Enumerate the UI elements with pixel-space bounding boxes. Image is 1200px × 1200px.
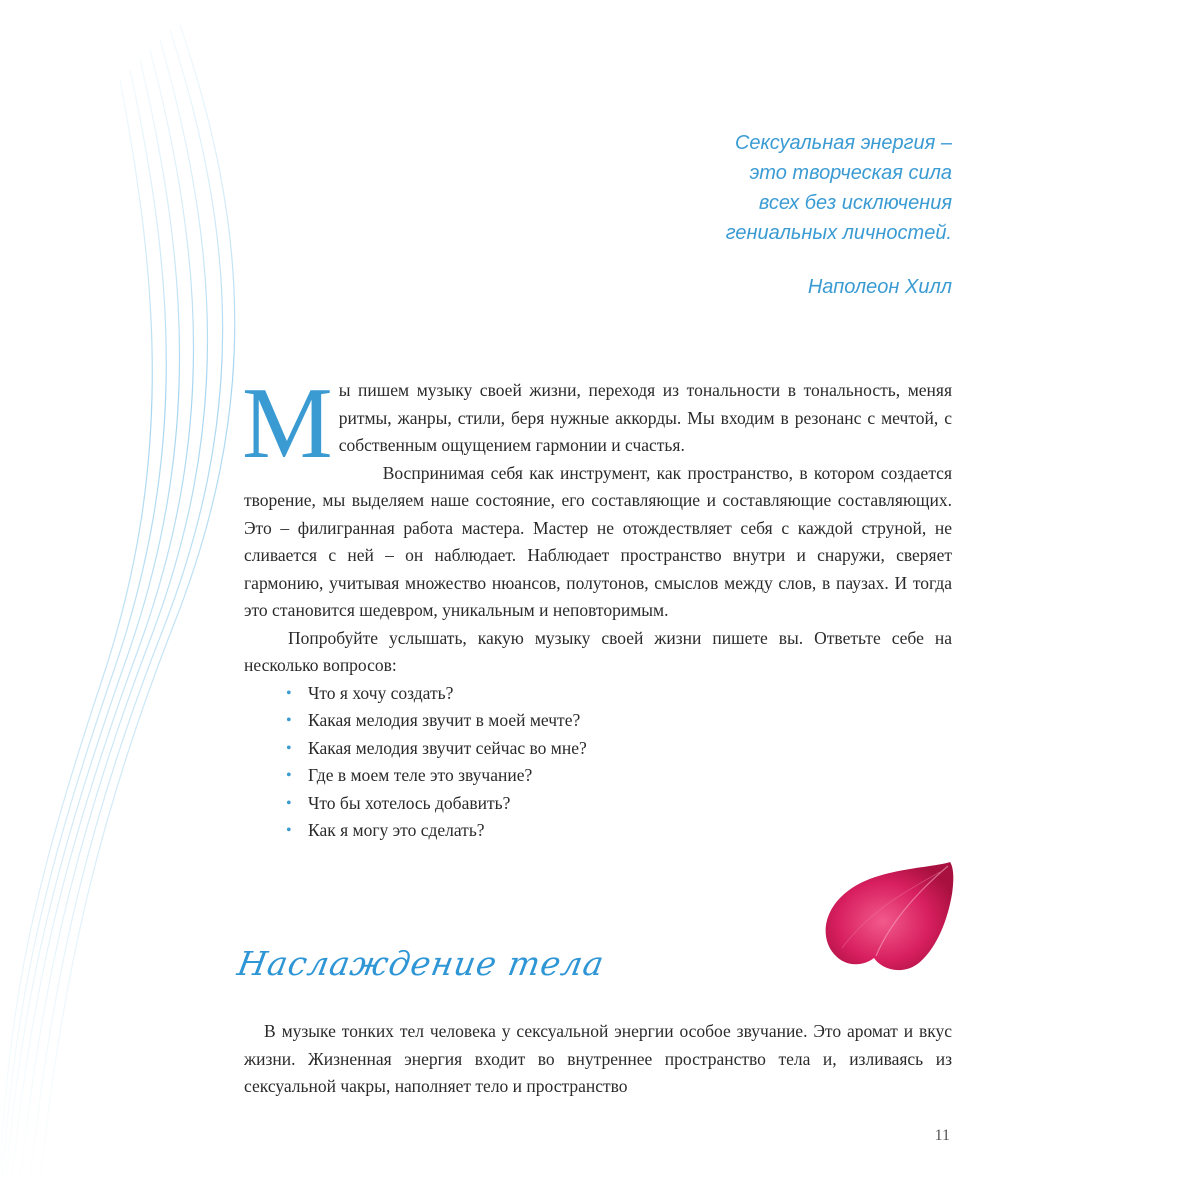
epigraph-line: Сексуальная энергия – — [734, 132, 952, 154]
epigraph — [726, 128, 952, 302]
list-item-text: Какая мелодия звучит сейчас во мне? — [308, 737, 587, 758]
list-item — [286, 735, 952, 763]
petal-illustration — [812, 858, 962, 978]
drop-cap: М — [242, 367, 333, 480]
paragraph: Воспринимая себя как инструмент, как пространство, в котором создается творение, мы выделяем наше состояние, его составляющие и составляющие составляющих. Это – филигранная работа мастера. Мастер не отождествляет себя с каждой струной, не сливается с ней – он наблюдает. Наблюдает пространство внутри и снаружи, сверяет гармонию, учитывая множество нюансов, полутонов, смыслов между слов, в паузах. И тогда это становится шедевром, уникальным и неповторимым. — [244, 462, 952, 620]
list-item-text: Как я могу это сделать? — [308, 820, 485, 840]
page-number: 11 — [934, 1127, 950, 1144]
list-item — [286, 762, 952, 790]
list-item-text: Что я хочу создать? — [308, 682, 454, 703]
bullet-icon: • — [286, 684, 292, 702]
paragraph: Попробуйте услышать, какую музыку своей жизни пишете вы. Ответьте себе на несколько вопросов: — [244, 627, 952, 675]
decorative-waves — [0, 0, 260, 1200]
paragraph-intro-text: ы пишем музыку своей жизни, переходя из тональности в тональность, меняя ритмы, жанры, стили, беря нужные аккорды. Мы входим в резонанс с мечтой, с собственным ощущением гармонии и счастья. — [338, 380, 952, 455]
epigraph-line: гениальных личностей. — [725, 222, 952, 244]
bullet-icon: • — [286, 739, 292, 757]
epigraph-author: Наполеон Хилл — [807, 276, 952, 298]
bullet-icon: • — [286, 794, 292, 812]
section-title: Наслаждение тела — [234, 944, 608, 983]
list-item — [286, 817, 952, 845]
list-item — [286, 680, 952, 708]
list-item-text: Какая мелодия звучит в моей мечте? — [308, 710, 581, 730]
epigraph-line: это творческая сила — [749, 162, 952, 184]
epigraph-line: всех без исключения — [758, 192, 952, 214]
paragraph-intro — [242, 367, 952, 480]
list-item-text: Где в моем теле это звучание? — [308, 765, 533, 785]
bullet-icon: • — [286, 767, 292, 784]
list-item — [286, 707, 952, 735]
body-text — [242, 367, 952, 845]
list-item — [286, 790, 952, 818]
bullet-icon: • — [286, 822, 292, 839]
questions-list — [244, 680, 952, 845]
section-text — [244, 1018, 952, 1101]
bullet-icon: • — [286, 712, 292, 729]
list-item-text: Что бы хотелось добавить? — [308, 792, 511, 813]
paragraph: В музыке тонких тел человека у сексуальной энергии особое звучание. Это аромат и вкус жизни. Жизненная энергия входит во внутреннее пространство тела и, изливаясь из сексуальной чакры, наполняет тело и пространство — [244, 1021, 952, 1096]
